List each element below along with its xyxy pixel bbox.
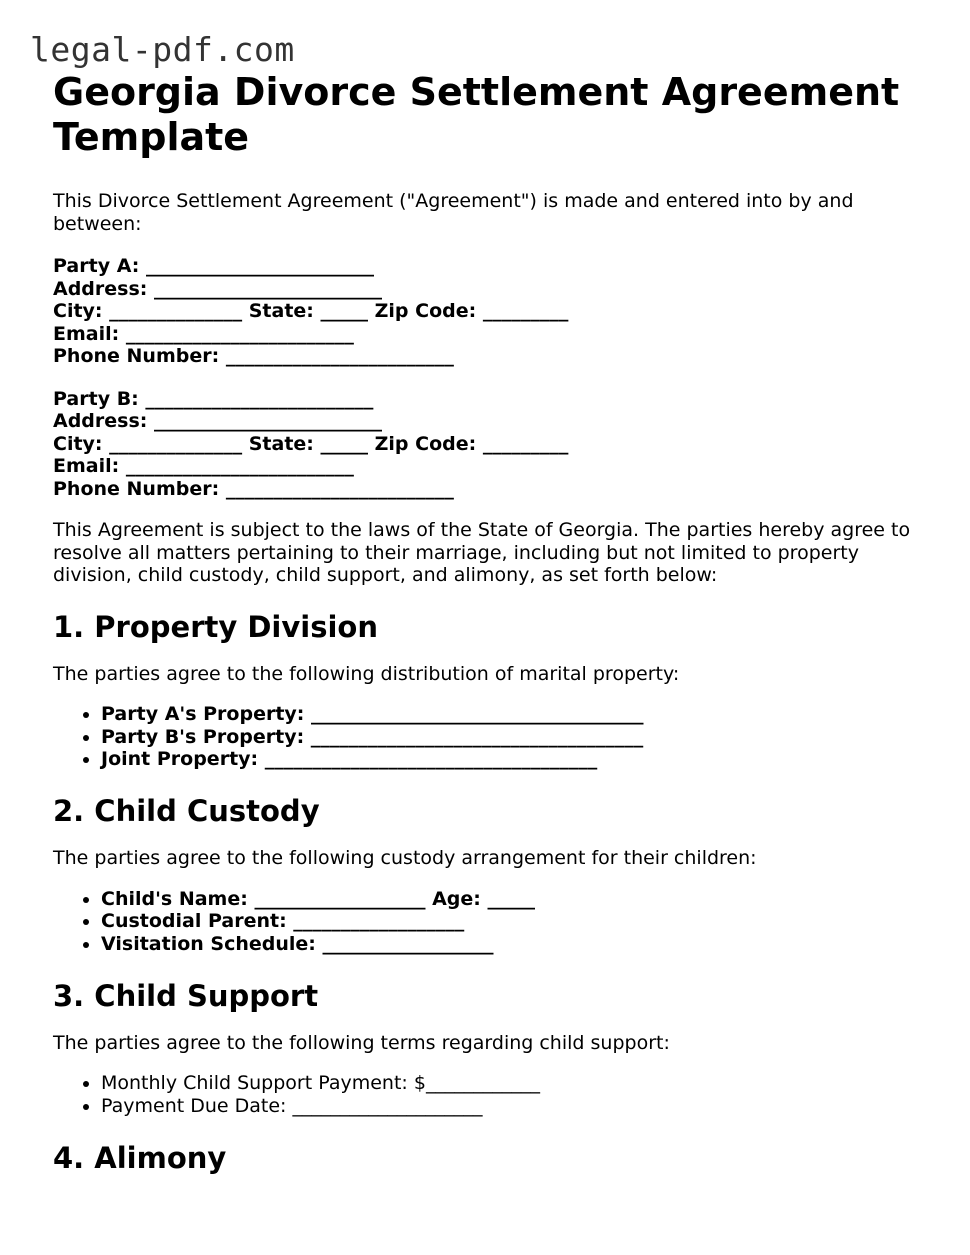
party-a-phone-field: Phone Number: ________________________ [53,345,454,367]
section-property-title: 1. Property Division [53,609,378,644]
custody-list [53,888,933,956]
section-custody-text: The parties agree to the following custody arrangement for their children: [53,847,757,870]
party-b-name-field: Party B: ________________________ [53,387,374,410]
party-a-name-field: Party A: ________________________ [53,255,374,277]
governing-law-paragraph: This Agreement is subject to the laws of the State of Georgia. The parties hereby agree to resolve all matters pertaining to their marriage, including but not limited to property division, child custody, child support, and alimony, as set forth below: [53,519,911,586]
section-custody-title: 2. Child Custody [53,794,320,829]
section-property-text: The parties agree to the following distribution of marital property: [53,662,680,685]
party-a-block [53,255,933,368]
party-a-email-field: Email: ________________________ [53,322,354,345]
page-title: Georgia Divorce Settlement Agreement Template [53,70,900,159]
section-support-text: The parties agree to the following terms regarding child support: [53,1031,670,1054]
section-alimony-title: 4. Alimony [53,1140,227,1175]
party-a-city-state-zip-field: City: ______________ State: _____ Zip Code: _________ [53,300,569,322]
party-b-city-state-zip-field: City: ______________ State: _____ Zip Code: _________ [53,432,569,455]
intro-paragraph: This Divorce Settlement Agreement ("Agreement") is made and entered into by and between: [53,190,854,235]
list-item: • Visitation Schedule: __________________ [101,933,933,956]
list-item: • Monthly Child Support Payment: $____________ [101,1072,933,1095]
party-b-address-field: Address: ________________________ [53,410,382,432]
list-item: • Joint Property: ___________________________________ [101,748,933,771]
list-item: • Party A's Property: ___________________________________ [101,703,933,726]
list-item: • Custodial Parent: __________________ [101,910,933,933]
party-b-phone-field: Phone Number: ________________________ [53,477,454,500]
party-b-block [53,388,933,501]
watermark: legal-pdf.com [30,30,295,69]
list-item: • Child's Name: __________________ Age: _____ [101,888,933,911]
list-item: • Payment Due Date: ____________________ [101,1095,933,1118]
section-support-title: 3. Child Support [53,978,319,1013]
list-item: • Party B's Property: ___________________________________ [101,726,933,749]
party-a-address-field: Address: ________________________ [53,277,382,300]
document-body [53,70,933,1176]
party-b-email-field: Email: ________________________ [53,455,354,477]
property-list [53,703,933,771]
support-list [53,1072,933,1117]
